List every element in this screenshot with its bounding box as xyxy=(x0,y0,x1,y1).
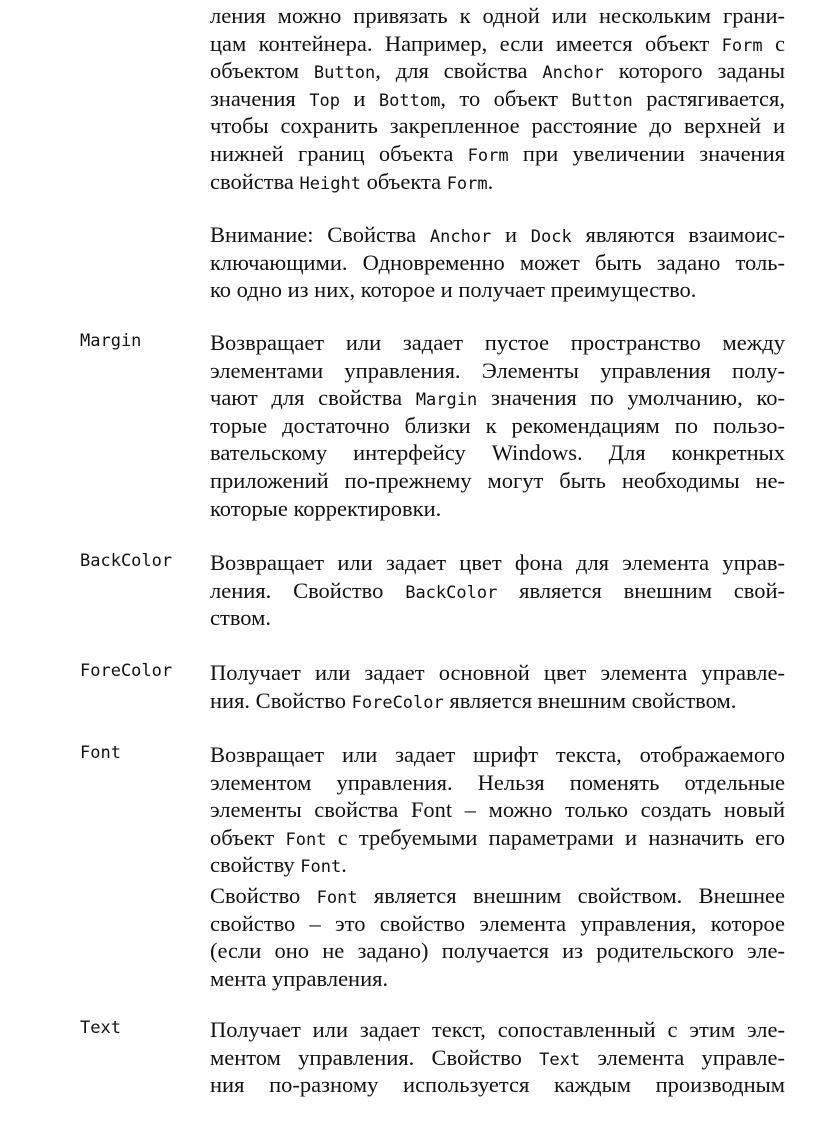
inline-code: Anchor xyxy=(429,227,492,247)
inline-code: Form xyxy=(467,145,509,166)
text-line: объект Font с требуемыми параметрами и назначить его xyxy=(210,824,785,850)
inline-code: Button xyxy=(313,63,376,84)
inline-code: Height xyxy=(299,173,361,194)
text-line: элементами управления. Элементы управления полу- xyxy=(210,357,785,383)
text-line: ментом управления. Свойство Text элемента управле- xyxy=(210,1044,785,1070)
definition-text xyxy=(210,1016,785,1099)
inline-code: Form xyxy=(446,173,488,194)
text-line: Получает или задает текст, сопоставленный с этим эле- xyxy=(210,1017,785,1042)
text-line: приложений по-прежнему могут быть необходимы не- xyxy=(210,467,785,493)
text-line: Внимание: Свойства Anchor и Dock являются взаимоис- xyxy=(210,222,785,247)
text-line: свойство – это свойство элемента управления, которое xyxy=(210,910,785,936)
inline-code: Font xyxy=(285,829,327,850)
inline-code: Anchor xyxy=(542,63,604,84)
text-line: свойству Font. xyxy=(210,852,347,878)
text-line: чают для свойства Margin значения по умолчанию, ко- xyxy=(210,385,785,411)
text-line: мента управления. xyxy=(210,965,389,991)
intro-paragraph xyxy=(210,2,785,198)
text-line: вательскому интерфейсу Windows. Для конкретных xyxy=(210,440,785,466)
text-line: нижней границ объекта Form при увеличении значения xyxy=(210,140,785,166)
definition-margin xyxy=(210,329,785,522)
text-line: ления. Свойство BackColor является внешним свой- xyxy=(210,577,785,603)
inline-code: BackColor xyxy=(405,582,498,603)
text-line: свойства Height объекта Form. xyxy=(210,168,494,194)
inline-code: Top xyxy=(309,90,340,111)
text-line: ления можно привязать к одной или нескольким грани- xyxy=(210,3,785,28)
text-line: Возвращает или задает цвет фона для элемента управ- xyxy=(210,550,785,575)
term-text: Text xyxy=(80,1018,121,1038)
text-line: Получает или задает основной цвет элемента управле- xyxy=(210,660,785,685)
text-line: ко одно из них, которое и получает преимущество. xyxy=(210,277,697,303)
text-line: значения Top и Bottom, то объект Button растягивается, xyxy=(210,85,785,111)
note-paragraph xyxy=(210,221,785,304)
text-line: чтобы сохранить закрепленное расстояние до верхней и xyxy=(210,113,785,139)
term-margin: Margin xyxy=(80,331,142,351)
inline-code: Bottom xyxy=(378,90,441,111)
text-line: элементы свойства Font – можно только создать новый xyxy=(210,797,785,823)
inline-code: Text xyxy=(539,1049,581,1070)
term-font: Font xyxy=(80,743,121,763)
inline-code: Font xyxy=(316,887,358,908)
inline-code: Form xyxy=(721,35,763,56)
text-line: Свойство Font является внешним свойством. Внешнее xyxy=(210,882,785,908)
text-line: торые достаточно близки к рекомендациям по пользо- xyxy=(210,412,785,438)
definition-font xyxy=(210,741,785,992)
text-line: элементом управления. Нельзя поменять отдельные xyxy=(210,769,785,795)
text-line: ключающими. Одновременно может быть задано толь- xyxy=(210,249,785,275)
text-line: ния по-разному используется каждым производным xyxy=(210,1072,785,1098)
text-line: Возвращает или задает пустое пространство между xyxy=(210,330,785,355)
term-forecolor: ForeColor xyxy=(80,661,173,681)
text-line: Возвращает или задает шрифт текста, отображаемого xyxy=(210,742,785,767)
inline-code: Margin xyxy=(415,390,478,411)
inline-code: Dock xyxy=(530,227,572,247)
text-line: (если оно не задано) получается из родительского эле- xyxy=(210,938,785,964)
inline-code: Font xyxy=(300,857,342,878)
text-line: ния. Свойство ForeColor является внешним свойством. xyxy=(210,687,737,713)
inline-code: ForeColor xyxy=(351,692,444,713)
text-line: которые корректировки. xyxy=(210,495,442,521)
text-line: объектом Button, для свойства Anchor которого заданы xyxy=(210,58,785,84)
inline-code: Button xyxy=(571,90,633,111)
text-line: цам контейнера. Например, если имеется объект Form с xyxy=(210,30,785,56)
definition-backcolor xyxy=(210,549,785,632)
text-line: ством. xyxy=(210,605,271,631)
term-backcolor: BackColor xyxy=(80,551,173,571)
definition-forecolor xyxy=(210,659,785,717)
